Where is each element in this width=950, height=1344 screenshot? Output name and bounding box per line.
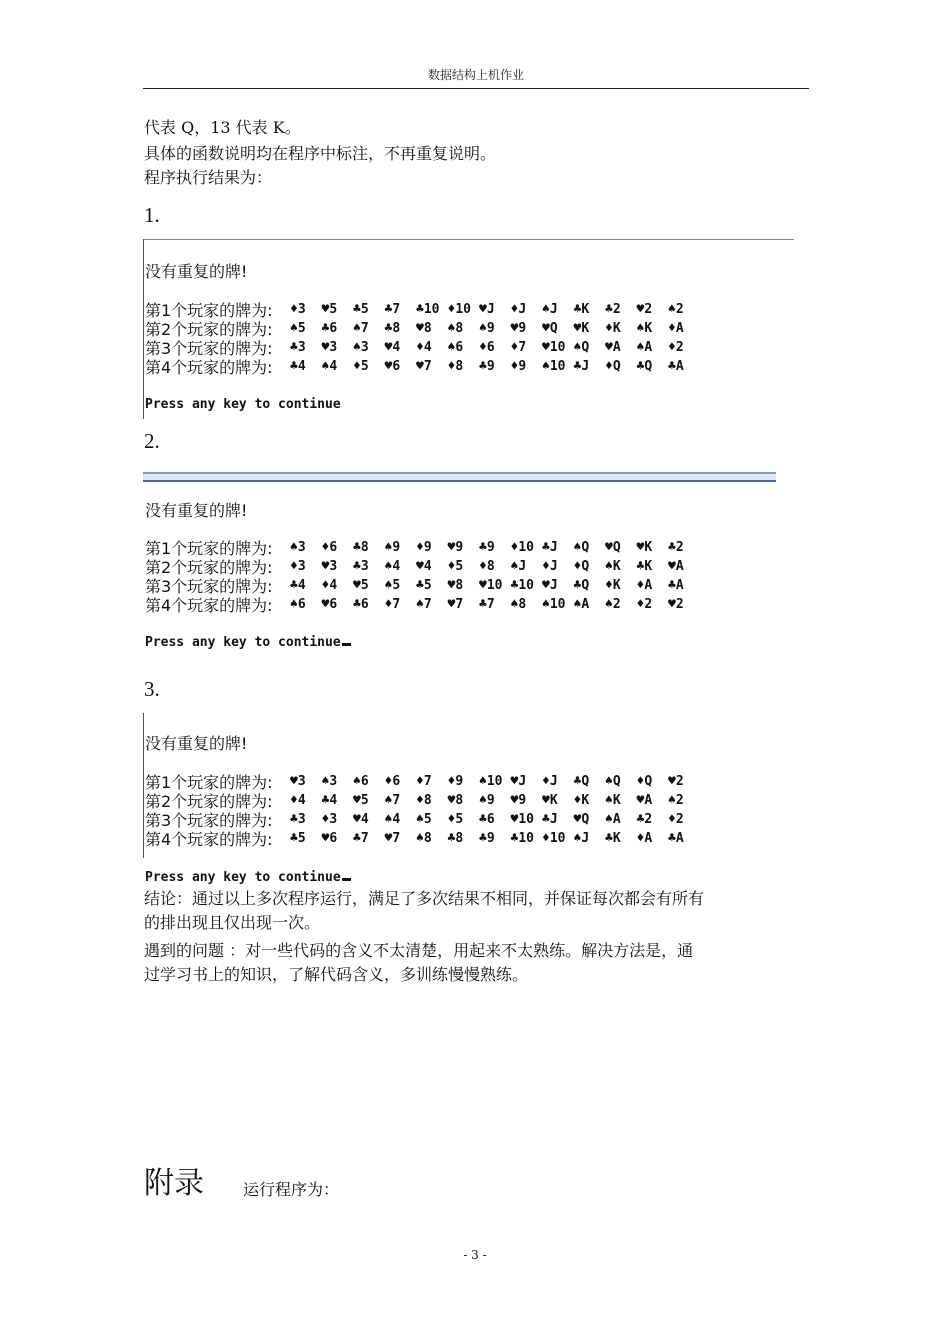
- card: ♠10: [542, 359, 566, 374]
- player-label: 第1个玩家的牌为:: [145, 301, 273, 320]
- card: ♠10: [542, 597, 566, 612]
- card: ♣9: [479, 540, 495, 555]
- card: ♣7: [353, 831, 369, 846]
- card: ♦Q: [605, 359, 621, 374]
- card: ♦4: [290, 793, 306, 808]
- card: ♠Q: [573, 540, 590, 555]
- card: ♥5: [353, 793, 369, 808]
- card: ♦5: [353, 359, 369, 374]
- card: ♠J: [542, 302, 558, 317]
- press-text: Press any key to continue: [145, 397, 341, 412]
- card: ♦Q: [636, 774, 653, 789]
- card: ♠9: [384, 540, 401, 555]
- card-list: [290, 340, 700, 355]
- card: ♠5: [416, 812, 432, 827]
- card: ♥7: [384, 831, 401, 846]
- card: ♥A: [605, 340, 621, 355]
- card: ♥K: [573, 321, 590, 336]
- player-label: 第3个玩家的牌为:: [145, 577, 273, 596]
- text-cursor: [342, 643, 351, 646]
- card-list: [290, 774, 700, 789]
- card: ♥4: [384, 340, 401, 355]
- card: ♦6: [479, 340, 495, 355]
- card-list: [290, 578, 700, 593]
- card: ♠4: [384, 559, 401, 574]
- card: ♥8: [447, 793, 464, 808]
- card: ♦8: [447, 359, 464, 374]
- card: ♦7: [510, 340, 527, 355]
- card: ♣3: [290, 340, 306, 355]
- player-label: 第4个玩家的牌为:: [145, 830, 273, 849]
- card: ♣9: [479, 359, 495, 374]
- player-label: 第2个玩家的牌为:: [145, 320, 273, 339]
- header-title: 数据结构上机作业: [427, 68, 524, 82]
- card: ♣5: [416, 578, 432, 593]
- card: ♦8: [479, 559, 495, 574]
- card: ♥J: [479, 302, 495, 317]
- card: ♥4: [416, 559, 432, 574]
- card: ♠2: [605, 597, 621, 612]
- card: ♣7: [479, 597, 495, 612]
- card: ♦9: [510, 359, 527, 374]
- player-row: [145, 357, 700, 376]
- card-list: [290, 540, 700, 555]
- card: ♥8: [447, 578, 464, 593]
- card: ♣6: [321, 321, 338, 336]
- card: ♣A: [668, 359, 684, 374]
- card-list: [290, 831, 700, 846]
- card: ♣10: [416, 302, 440, 317]
- card: ♣Q: [636, 359, 653, 374]
- console-heading: 没有重复的牌!: [145, 501, 248, 520]
- player-label: 第3个玩家的牌为:: [145, 811, 273, 830]
- card: ♥3: [290, 774, 306, 789]
- page-header: [143, 62, 809, 89]
- press-any-key: [145, 397, 341, 412]
- card: ♥4: [353, 812, 369, 827]
- card: ♥J: [510, 774, 527, 789]
- player-label: 第2个玩家的牌为:: [145, 792, 273, 811]
- card: ♠4: [321, 359, 338, 374]
- card: ♦Q: [573, 559, 590, 574]
- card: ♥9: [510, 793, 527, 808]
- card: ♥6: [384, 359, 401, 374]
- card: ♥K: [542, 793, 558, 808]
- card: ♠7: [384, 793, 401, 808]
- appendix-subtitle: 运行程序为：: [243, 1180, 340, 1199]
- card: ♠8: [510, 597, 527, 612]
- card: ♦A: [668, 321, 684, 336]
- card: ♠5: [384, 578, 401, 593]
- card: ♥2: [668, 774, 684, 789]
- appendix-title: 附录: [144, 1166, 204, 1201]
- run-1-number: 1.: [144, 203, 160, 227]
- run-3-number: 3.: [144, 677, 160, 701]
- card: ♥2: [668, 597, 684, 612]
- card: ♣6: [353, 597, 369, 612]
- card: ♦3: [290, 302, 306, 317]
- card: ♠2: [668, 302, 684, 317]
- card: ♠4: [384, 812, 401, 827]
- card-list: [290, 321, 700, 336]
- card: ♣K: [636, 559, 653, 574]
- card: ♣2: [605, 302, 621, 317]
- card: ♣8: [447, 831, 464, 846]
- card: ♦3: [321, 812, 338, 827]
- card: ♦5: [447, 812, 464, 827]
- player-row: [145, 595, 700, 614]
- card: ♠A: [605, 812, 621, 827]
- card: ♣3: [290, 812, 306, 827]
- card: ♥6: [321, 597, 338, 612]
- card: ♣4: [290, 578, 306, 593]
- card: ♥7: [416, 359, 432, 374]
- card: ♣Q: [573, 774, 590, 789]
- card: ♣A: [668, 578, 684, 593]
- card: ♠3: [353, 340, 369, 355]
- card: ♦7: [416, 774, 432, 789]
- conclusion-line-1: 结论：通过以上多次程序运行，满足了多次结果不相同，并保证每次都会有所有: [144, 889, 705, 908]
- card: ♠K: [605, 793, 621, 808]
- card: ♥A: [636, 793, 653, 808]
- press-text: Press any key to continue: [145, 870, 341, 885]
- card-list: [290, 359, 700, 374]
- card: ♥5: [321, 302, 338, 317]
- card: ♦6: [384, 774, 401, 789]
- card: ♥Q: [573, 812, 590, 827]
- card: ♥10: [510, 812, 534, 827]
- intro-line-3: 程序执行结果为：: [144, 168, 273, 187]
- console-border-left: [143, 239, 144, 419]
- card: ♣5: [353, 302, 369, 317]
- run-2-number: 2.: [144, 429, 160, 453]
- card: ♦9: [416, 540, 432, 555]
- console-border-left: [143, 713, 144, 858]
- card: ♠9: [479, 321, 495, 336]
- player-label: 第3个玩家的牌为:: [145, 339, 273, 358]
- card: ♠2: [668, 793, 684, 808]
- card: ♣K: [605, 831, 621, 846]
- card: ♦8: [416, 793, 432, 808]
- console-heading: 没有重复的牌!: [145, 734, 248, 753]
- card: ♠10: [479, 774, 503, 789]
- card: ♣J: [573, 359, 590, 374]
- card: ♦J: [542, 774, 558, 789]
- card: ♣4: [290, 359, 306, 374]
- card-list: [290, 302, 700, 317]
- card: ♥6: [321, 831, 338, 846]
- card: ♦K: [605, 321, 621, 336]
- card: ♥3: [321, 340, 338, 355]
- console-heading: 没有重复的牌!: [145, 262, 248, 281]
- card: ♥Q: [542, 321, 558, 336]
- card: ♥7: [447, 597, 464, 612]
- player-label: 第4个玩家的牌为:: [145, 358, 273, 377]
- card: ♠9: [479, 793, 495, 808]
- card: ♣J: [542, 812, 558, 827]
- card: ♣J: [542, 540, 558, 555]
- card: ♥9: [510, 321, 527, 336]
- card: ♠6: [447, 340, 464, 355]
- card: ♣7: [384, 302, 401, 317]
- card: ♥10: [542, 340, 566, 355]
- card: ♠6: [353, 774, 369, 789]
- card: ♠3: [321, 774, 338, 789]
- player-label: 第2个玩家的牌为:: [145, 558, 273, 577]
- card: ♣2: [668, 540, 684, 555]
- card: ♦9: [447, 774, 464, 789]
- card: ♠7: [353, 321, 369, 336]
- card: ♥8: [416, 321, 432, 336]
- card: ♥K: [636, 540, 653, 555]
- card: ♦A: [636, 578, 653, 593]
- press-any-key: [145, 635, 351, 650]
- card: ♦7: [384, 597, 401, 612]
- card: ♠3: [290, 540, 306, 555]
- card: ♦4: [321, 578, 338, 593]
- card: ♦J: [542, 559, 558, 574]
- card: ♠K: [605, 559, 621, 574]
- card: ♠K: [636, 321, 653, 336]
- card: ♦10: [542, 831, 566, 846]
- card: ♠A: [573, 597, 590, 612]
- card: ♦5: [447, 559, 464, 574]
- card: ♦3: [290, 559, 306, 574]
- card: ♦K: [573, 793, 590, 808]
- card: ♥5: [353, 578, 369, 593]
- card: ♦2: [668, 340, 684, 355]
- card: ♠8: [416, 831, 432, 846]
- conclusion-line-2: 的排出现且仅出现一次。: [144, 913, 321, 932]
- card: ♠5: [290, 321, 306, 336]
- card: ♠7: [416, 597, 432, 612]
- card: ♦10: [447, 302, 471, 317]
- card: ♥2: [636, 302, 653, 317]
- text-cursor: [342, 878, 351, 881]
- card: ♣6: [479, 812, 495, 827]
- card: ♣K: [573, 302, 590, 317]
- card: ♣10: [510, 831, 534, 846]
- card: ♦K: [605, 578, 621, 593]
- card: ♣A: [668, 831, 684, 846]
- card: ♥3: [321, 559, 338, 574]
- card: ♦2: [668, 812, 684, 827]
- conclusion-line-3: 遇到的问题 ：对一些代码的含义不太清楚，用起来不太熟练。解决方法是，通: [144, 941, 694, 960]
- console-output-1: [143, 239, 795, 419]
- card: ♣Q: [573, 578, 590, 593]
- intro-line-2: 具体的函数说明均在程序中标注，不再重复说明。: [144, 144, 497, 163]
- card: ♠A: [636, 340, 653, 355]
- card: ♣8: [353, 540, 369, 555]
- page-number: - 3 -: [463, 1248, 487, 1262]
- console-output-2: [143, 472, 783, 658]
- card-list: [290, 597, 700, 612]
- card: ♦2: [636, 597, 653, 612]
- player-row: [145, 829, 700, 848]
- card: ♥A: [668, 559, 684, 574]
- player-label: 第4个玩家的牌为:: [145, 596, 273, 615]
- card: ♦A: [636, 831, 653, 846]
- card: ♠Q: [573, 340, 590, 355]
- card: ♥Q: [605, 540, 621, 555]
- card: ♦10: [510, 540, 534, 555]
- press-text: Press any key to continue: [145, 635, 341, 650]
- console-window-edge: [143, 472, 776, 482]
- card: ♣3: [353, 559, 369, 574]
- press-any-key: [145, 870, 351, 885]
- card: ♣10: [510, 578, 534, 593]
- card: ♥10: [479, 578, 503, 593]
- card-list: [290, 559, 700, 574]
- card: ♠6: [290, 597, 306, 612]
- card: ♦4: [416, 340, 432, 355]
- intro-line-1: 代表 Q，13 代表 K。: [144, 118, 301, 137]
- card: ♠J: [573, 831, 590, 846]
- card: ♦J: [510, 302, 527, 317]
- card: ♣9: [479, 831, 495, 846]
- card: ♠Q: [605, 774, 621, 789]
- card: ♣8: [384, 321, 401, 336]
- card: ♥9: [447, 540, 464, 555]
- conclusion-line-4: 过学习书上的知识，了解代码含义，多训练慢慢熟练。: [144, 965, 529, 984]
- card: ♣2: [636, 812, 653, 827]
- card: ♦6: [321, 540, 338, 555]
- card-list: [290, 793, 700, 808]
- console-output-3: [143, 713, 795, 888]
- card-list: [290, 812, 700, 827]
- card: ♣5: [290, 831, 306, 846]
- player-label: 第1个玩家的牌为:: [145, 539, 273, 558]
- card: ♠J: [510, 559, 527, 574]
- player-label: 第1个玩家的牌为:: [145, 773, 273, 792]
- card: ♠8: [447, 321, 464, 336]
- card: ♣4: [321, 793, 338, 808]
- console-border-top: [143, 239, 794, 240]
- card: ♥J: [542, 578, 558, 593]
